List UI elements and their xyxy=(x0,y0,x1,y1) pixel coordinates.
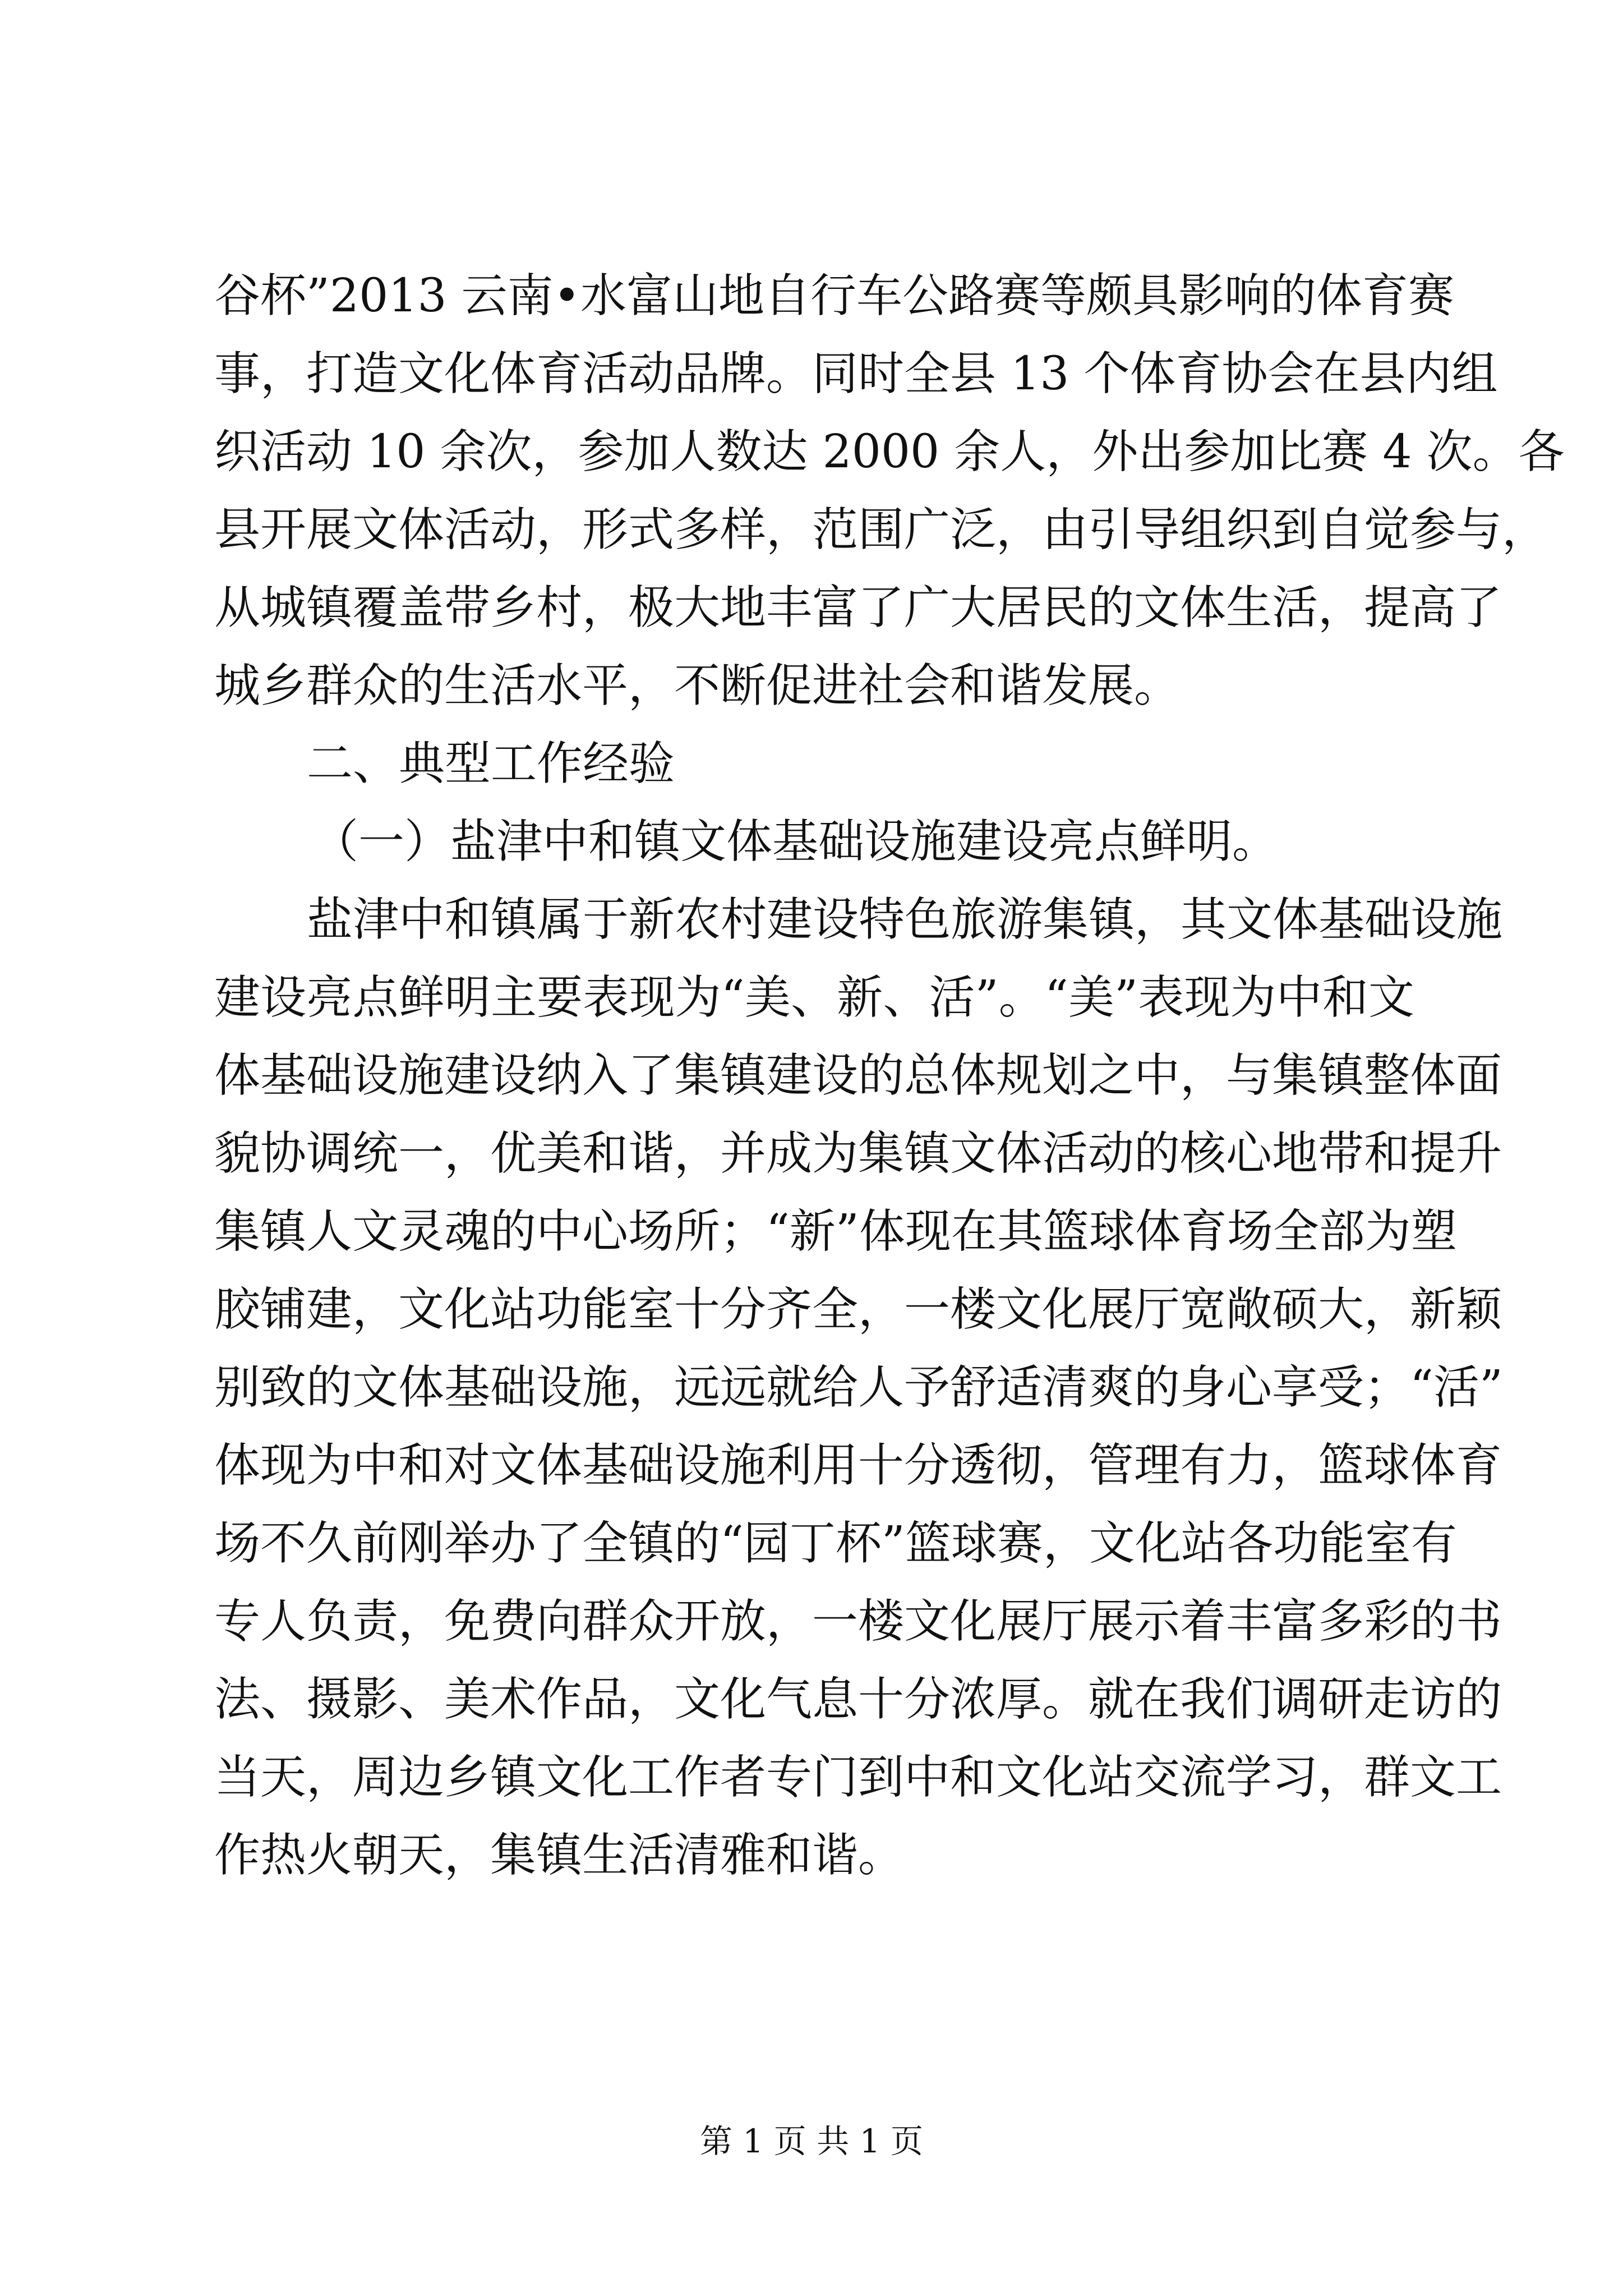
paragraph-line: 织活动 10 余次，参加人数达 2000 余人，外出参加比赛 4 次。各 xyxy=(214,425,1565,478)
paragraph-line: 县开展文体活动，形式多样，范围广泛，由引导组织到自觉参与， xyxy=(214,503,1548,556)
paragraph-line: 作热火朝天，集镇生活清雅和谐。 xyxy=(214,1829,905,1882)
document-body xyxy=(214,257,1565,1894)
paragraph-line: 盐津中和镇属于新农村建设特色旅游集镇，其文体基础设施 xyxy=(307,893,1503,946)
page-footer: 第 1 页 共 1 页 xyxy=(700,2122,923,2160)
paragraph-line: 建设亮点鲜明主要表现为“美、新、活”。“美”表现为中和文 xyxy=(214,971,1414,1024)
paragraph-line: 场不久前刚举办了全镇的“园丁杯”篮球赛，文化站各功能室有 xyxy=(214,1517,1457,1570)
paragraph-line: 体现为中和对文体基础设施利用十分透彻，管理有力，篮球体育 xyxy=(214,1439,1502,1492)
paragraph-line: 谷杯”2013 云南•水富山地自行车公路赛等颇具影响的体育赛 xyxy=(214,269,1455,323)
paragraph-line: 城乡群众的生活水平，不断促进社会和谐发展。 xyxy=(214,659,1181,712)
paragraph-line: 集镇人文灵魂的中心场所；“新”体现在其篮球体育场全部为塑 xyxy=(214,1205,1457,1258)
paragraph-line: 当天，周边乡镇文化工作者专门到中和文化站交流学习，群文工 xyxy=(214,1751,1502,1804)
paragraph-line: 法、摄影、美术作品，文化气息十分浓厚。就在我们调研走访的 xyxy=(214,1673,1502,1726)
paragraph-line: 从城镇覆盖带乡村，极大地丰富了广大居民的文体生活，提高了 xyxy=(214,581,1502,634)
paragraph-line: 别致的文体基础设施，远远就给人予舒适清爽的身心享受；“活” xyxy=(214,1361,1503,1414)
paragraph-line: 事，打造文化体育活动品牌。同时全县 13 个体育协会在县内组 xyxy=(214,347,1498,401)
section-heading: 二、典型工作经验 xyxy=(307,737,675,790)
paragraph-line: 胶铺建，文化站功能室十分齐全，一楼文化展厅宽敞硕大，新颖 xyxy=(214,1283,1502,1336)
paragraph-line: 体基础设施建设纳入了集镇建设的总体规划之中，与集镇整体面 xyxy=(214,1049,1502,1102)
paragraph-line: 貌协调统一，优美和谐，并成为集镇文体活动的核心地带和提升 xyxy=(214,1127,1502,1180)
subsection-heading: （一）盐津中和镇文体基础设施建设亮点鲜明。 xyxy=(312,815,1279,868)
paragraph-line: 专人负责，免费向群众开放，一楼文化展厅展示着丰富多彩的书 xyxy=(214,1595,1502,1648)
